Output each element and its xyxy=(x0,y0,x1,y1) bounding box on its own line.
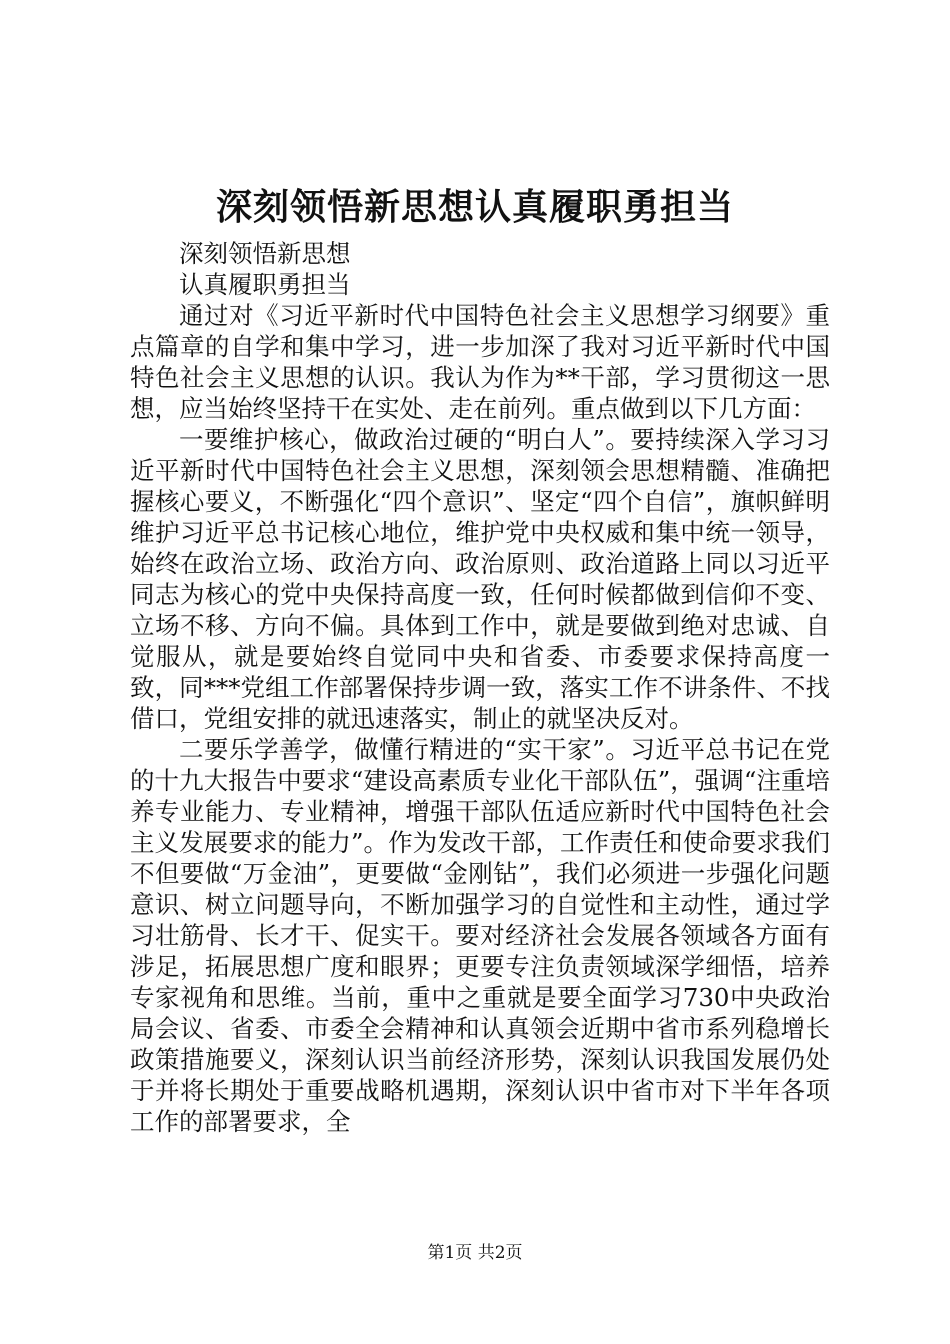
paragraph-point-two: 二要乐学善学，做懂行精进的“实干家”。习近平总书记在党的十九大报告中要求“建设高素质专业化干部队伍”，强调“注重培养专业能力、专业精神，增强干部队伍适应新时代中国特色社会主义发展要求的能力”。作为发改干部，工作责任和使命要求我们不但要做“万金油”，更要做“金刚钻”，我们必须进一步强化问题意识、树立问题导向，不断加强学习的自觉性和主动性，通过学习壮筋骨、长才干、促实干。要对经济社会发展各领域各方面有涉足，拓展思想广度和眼界；更要专注负责领域深学细悟，培养专家视角和思维。当前，重中之重就是要全面学习730中央政治局会议、省委、市委全会精神和认真领会近期中省市系列稳增长政策措施要义，深刻认识当前经济形势，深刻认识我国发展仍处于并将长期处于重要战略机遇期，深刻认识中省市对下半年各项工作的部署要求，全 xyxy=(130,735,830,1136)
document-body xyxy=(130,238,830,1137)
page-number-footer: 第1页 共2页 xyxy=(427,1243,523,1263)
paragraph-intro: 通过对《习近平新时代中国特色社会主义思想学习纲要》重点篇章的自学和集中学习，进一步加深了我对习近平新时代中国特色社会主义思想的认识。我认为作为**干部，学习贯彻这一思想，应当始终坚持干在实处、走在前列。重点做到以下几方面： xyxy=(130,301,830,423)
subtitle-line-2: 认真履职勇担当 xyxy=(179,270,351,299)
page-title: 深刻领悟新思想认真履职勇担当 xyxy=(215,186,734,228)
paragraph-point-one: 一要维护核心，做政治过硬的“明白人”。要持续深入学习习近平新时代中国特色社会主义思想，深刻领会思想精髓、准确把握核心要义，不断强化“四个意识”、坚定“四个自信”，旗帜鲜明维护习近平总书记核心地位，维护党中央权威和集中统一领导，始终在政治立场、政治方向、政治原则、政治道路上同以习近平同志为核心的党中央保持高度一致，任何时候都做到信仰不变、立场不移、方向不偏。具体到工作中，就是要做到绝对忠诚、自觉服从，就是要始终自觉同中央和省委、市委要求保持高度一致，同***党组工作部署保持步调一致，落实工作不讲条件、不找借口，党组安排的就迅速落实，制止的就坚决反对。 xyxy=(130,425,830,733)
subtitle-line-1: 深刻领悟新思想 xyxy=(179,239,351,268)
